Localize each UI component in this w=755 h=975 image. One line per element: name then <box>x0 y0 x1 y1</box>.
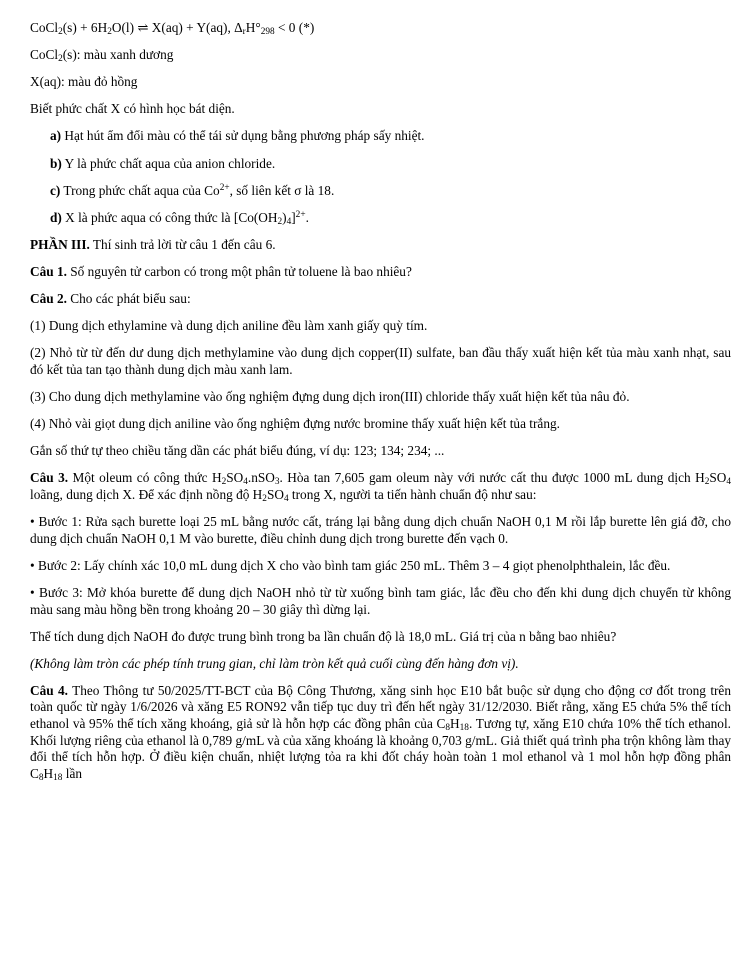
question-text: Số nguyên tử carbon có trong một phân tử toluene là bao nhiêu? <box>66 263 412 279</box>
question-label: Câu 1. <box>30 263 67 279</box>
q3-volume-question: Thể tích dung dịch NaOH đo được trung bình trong ba lần chuẩn độ là 18,0 mL. Giá trị của n bằng bao nhiêu? <box>30 628 617 644</box>
text: (s) + 6H <box>62 20 108 35</box>
text: Theo Thông tư 50/2025/TT-BCT của Bộ Công Thương, xăng sinh học E10 bắt buộc sử dụng cho động cơ đốt trong trên toàn quốc từ ngày 1/6/2026 và xăng E5 RON92 vẫn tiếp tục duy trì đến hết ngày 31/12/2030. Biết rằng, xăng E5 chứa 5% thể tích ethanol và 95% thể tích xăng khoáng, giả sử là hỗn hợp các đồng phân của C <box>30 682 731 732</box>
statement-label: d) <box>50 209 62 225</box>
octahedral-line: Biết phức chất X có hình học bát diện. <box>30 101 235 117</box>
statement-text: . <box>305 209 309 225</box>
superscript: 2+ <box>295 209 306 220</box>
cocl2-color-line <box>30 47 731 64</box>
subscript: 2 <box>262 493 267 504</box>
question-text: Cho các phát biểu sau: <box>66 291 191 307</box>
text: SO <box>266 486 284 502</box>
statement-a <box>30 128 731 145</box>
q3-rounding-note: (Không làm tròn các phép tính trung gian, chỉ làm tròn kết quả cuối cùng đến hàng đơn vị). <box>30 655 519 671</box>
statement-label: c) <box>50 182 61 198</box>
superscript: 2+ <box>219 182 230 193</box>
subscript: 2 <box>58 54 63 65</box>
q2-statement-3: (3) Cho dung dịch methylamine vào ống nghiệm đựng dung dịch iron(III) chloride thấy xuất hiện kết tủa nâu đỏ. <box>30 389 630 405</box>
text: Một oleum có công thức H <box>68 470 222 486</box>
subscript: 2 <box>704 477 710 488</box>
question-label: Câu 2. <box>30 291 67 307</box>
subscript: 2 <box>221 477 227 488</box>
subscript: 4 <box>283 493 289 504</box>
subscript: r <box>242 27 246 37</box>
statement-c <box>30 183 731 200</box>
subscript: 18 <box>53 772 63 783</box>
q3-step-2: • Bước 2: Lấy chính xác 10,0 mL dung dịch X cho vào bình tam giác 250 mL. Thêm 3 – 4 giọt phenolphthalein, lắc đều. <box>30 557 671 573</box>
question-1 <box>30 264 731 281</box>
text: H <box>450 716 460 732</box>
statement-b <box>30 156 731 173</box>
subscript: 18 <box>459 723 469 734</box>
q3-step-1: • Bước 1: Rửa sạch burette loại 25 mL bằng nước cất, tráng lại bằng dung dịch chuẩn NaOH 0,1 M rồi lắp burette lên giá đỡ, cho dung dịch chuẩn NaOH 0,1 M vào burette, điều chỉnh dung dịch trong burette đến vạch 0. <box>30 514 731 546</box>
part-3-heading <box>30 237 731 254</box>
subscript: 4 <box>286 216 292 227</box>
text: < 0 (*) <box>274 20 315 35</box>
question-label: Câu 3. <box>30 470 69 486</box>
statement-text: ] <box>291 209 296 225</box>
subscript: 4 <box>243 477 248 488</box>
statement-text: Hạt hút ẩm đổi màu có thể tái sử dụng bằng phương pháp sấy nhiệt. <box>61 128 425 144</box>
subscript: 3 <box>274 477 280 488</box>
text: H <box>43 765 54 781</box>
q2-statement-4: (4) Nhỏ vài giọt dung dịch aniline vào ống nghiệm đựng nước bromine thấy xuất hiện kết tủa trắng. <box>30 416 560 432</box>
subscript: 4 <box>726 477 731 488</box>
statement-label: a) <box>50 128 62 144</box>
subscript: 8 <box>445 723 451 734</box>
question-label: Câu 4. <box>30 682 68 698</box>
q2-statement-1: (1) Dung dịch ethylamine và dung dịch aniline đều làm xanh giấy quỳ tím. <box>30 318 428 334</box>
subscript: 8 <box>38 772 44 783</box>
text: H° <box>245 20 261 35</box>
xaq-color-line: X(aq): màu đỏ hồng <box>30 74 138 90</box>
subscript: 2 <box>107 27 112 37</box>
subscript: 298 <box>260 27 275 37</box>
statement-d <box>30 210 731 227</box>
text: . Hòa tan 7,605 gam oleum này với nước cất thu được 1000 mL dung dịch H <box>279 470 705 486</box>
text: trong X, người ta tiến hành chuẩn độ như sau: <box>288 486 537 502</box>
statement-text: Y là phức chất aqua của anion chloride. <box>61 155 276 171</box>
statement-text: X là phức aqua có công thức là [Co(OH <box>61 209 278 225</box>
q2-statement-2: (2) Nhỏ từ từ đến dư dung dịch methylamine vào dung dịch copper(II) sulfate, ban đầu thấy xuất hiện kết tủa màu xanh nhạt, sau đó kết tủa tan tạo thành dung dịch màu xanh lam. <box>30 345 731 377</box>
statement-label: b) <box>50 155 62 171</box>
q2-answer-format: Gắn số thứ tự theo chiều tăng dần các phát biểu đúng, ví dụ: 123; 134; 234; ... <box>30 443 445 459</box>
subscript: 2 <box>58 27 63 37</box>
part-instruction: Thí sinh trả lời từ câu 1 đến câu 6. <box>89 236 276 252</box>
text: SO <box>709 470 727 486</box>
text: CoCl <box>30 47 59 63</box>
question-2 <box>30 291 731 308</box>
statement-text: , số liên kết σ là 18. <box>229 182 335 198</box>
text: CoCl <box>30 20 59 35</box>
text: . Tương tự, xăng E10 chứa 10% thể tích ethanol. Khối lượng riêng của ethanol là 0,789 g/mL và của xăng khoáng là khoảng 0,703 g/mL. Giả thiết quá trình pha trộn không làm thay đổi thể tích hỗn hợp. Ở điều kiện chuẩn, nhiệt lượng tỏa ra khi đốt cháy hoàn toàn 1 mol ethanol và 1 mol hỗn hợp đồng phân C <box>30 716 731 781</box>
subscript: 2 <box>277 216 283 227</box>
statement-text: Trong phức chất aqua của Co <box>60 182 220 198</box>
text: loãng, dung dịch X. Để xác định nồng độ H <box>30 486 263 502</box>
reaction-equation <box>30 20 731 37</box>
text: (s): màu xanh dương <box>62 47 174 63</box>
text: SO <box>226 470 244 486</box>
text: lần <box>62 765 83 781</box>
part-title: PHẦN III. <box>30 236 90 252</box>
text: O(l) ⇌ X(aq) + Y(aq), Δ <box>111 20 243 35</box>
statement-text: ) <box>282 209 287 225</box>
text: .nSO <box>247 470 275 486</box>
question-3 <box>30 470 731 503</box>
q3-step-3: • Bước 3: Mở khóa burette để dung dịch NaOH nhỏ từ từ xuống bình tam giác, lắc đều cho đến khi dung dịch chuyển từ không màu sang màu hồng bền trong khoảng 20 – 30 giây thì dừng lại. <box>30 584 731 617</box>
question-4 <box>30 683 731 783</box>
